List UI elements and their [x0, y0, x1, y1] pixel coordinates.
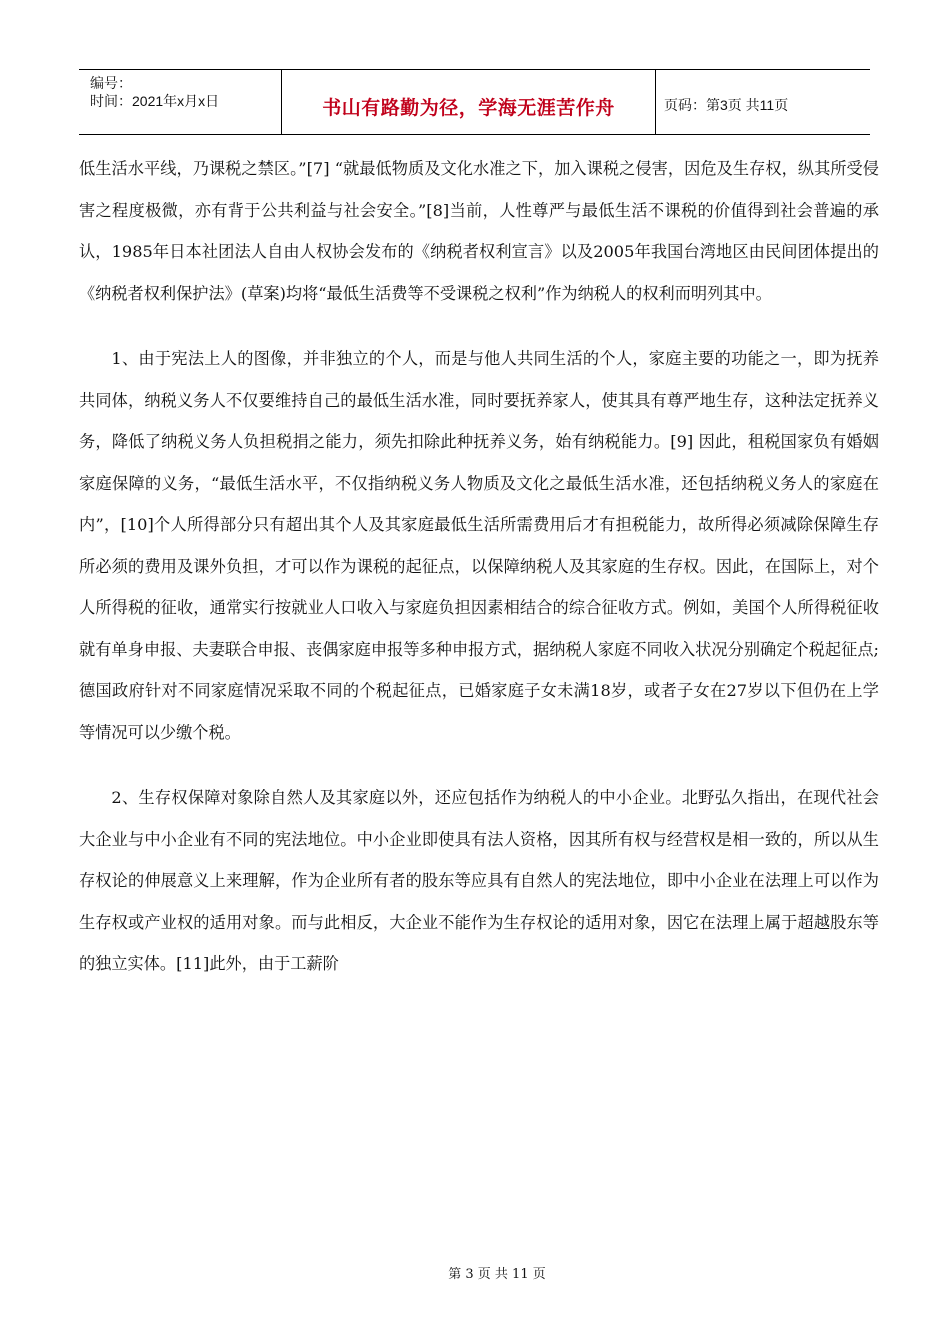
paragraph-2: 2、生存权保障对象除自然人及其家庭以外，还应包括作为纳税人的中小企业。北野弘久指出，在现代社会大企业与中小企业有不同的宪法地位。中小企业即使具有法人资格，因其所有权与经营权是相一致的，所以从生存权论的伸展意义上来理解，作为企业所有者的股东等应具有自然人的宪法地位，即中小企业在法理上可以作为生存权或产业权的适用对象。而与此相反，大企业不能作为生存权论的适用对象，因它在法理上属于超越股东等的独立实体。[11]此外，由于工薪阶: [79, 788, 879, 973]
paragraph-continued: 低生活水平线，乃课税之禁区。”[7] “就最低物质及文化水准之下，加入课税之侵害，因危及生存权，纵其所受侵害之程度极微，亦有背于公共利益与社会安全。”[8]当前，人性尊严与最低生活不课税的价值得到社会普遍的承认，1985年日本社团法人自由人权协会发布的《纳税者权利宣言》以及2005年我国台湾地区由民间团体提出的《纳税者权利保护法》(草案)均将“最低生活费等不受课税之权利”作为纳税人的权利而明列其中。: [79, 159, 879, 303]
page-header: [79, 69, 870, 135]
paragraph-1: 1、由于宪法上人的图像，并非独立的个人，而是与他人共同生活的个人，家庭主要的功能之一，即为抚养共同体，纳税义务人不仅要维持自己的最低生活水准，同时要抚养家人，使其具有尊严地生存，这种法定抚养义务，降低了纳税义务人负担税捐之能力，须先扣除此种抚养义务，始有纳税能力。[9] 因此，租税国家负有婚姻家庭保障的义务，“最低生活水平，不仅指纳税义务人物质及文化之最低生活水准，还包括纳税义务人的家庭在内”，[10]个人所得部分只有超出其个人及其家庭最低生活所需费用后才有担税能力，故所得必须减除保障生存所必须的费用及课外负担，才可以作为课税的起征点，以保障纳税人及其家庭的生存权。因此，在国际上，对个人所得税的征收，通常实行按就业人口收入与家庭负担因素相结合的综合征收方式。例如，美国个人所得税征收就有单身申报、夫妻联合申报、丧偶家庭申报等多种申报方式，据纳税人家庭不同收入状况分别确定个税起征点;德国政府针对不同家庭情况采取不同的个税起征点，已婚家庭子女未满18岁，或者子女在27岁以下但仍在上学等情况可以少缴个税。: [79, 349, 879, 742]
page-footer: 第 3 页 共 11 页: [448, 1267, 546, 1282]
number-label: 编号：: [90, 75, 132, 91]
document-body: [79, 148, 879, 985]
header-meta: [79, 70, 282, 134]
date-label: 时间：2021年x月x日: [90, 93, 220, 109]
header-motto: 书山有路勤为径，学海无涯苦作舟: [282, 70, 656, 134]
header-page-label: 页码：第3页 共11页: [664, 97, 789, 113]
